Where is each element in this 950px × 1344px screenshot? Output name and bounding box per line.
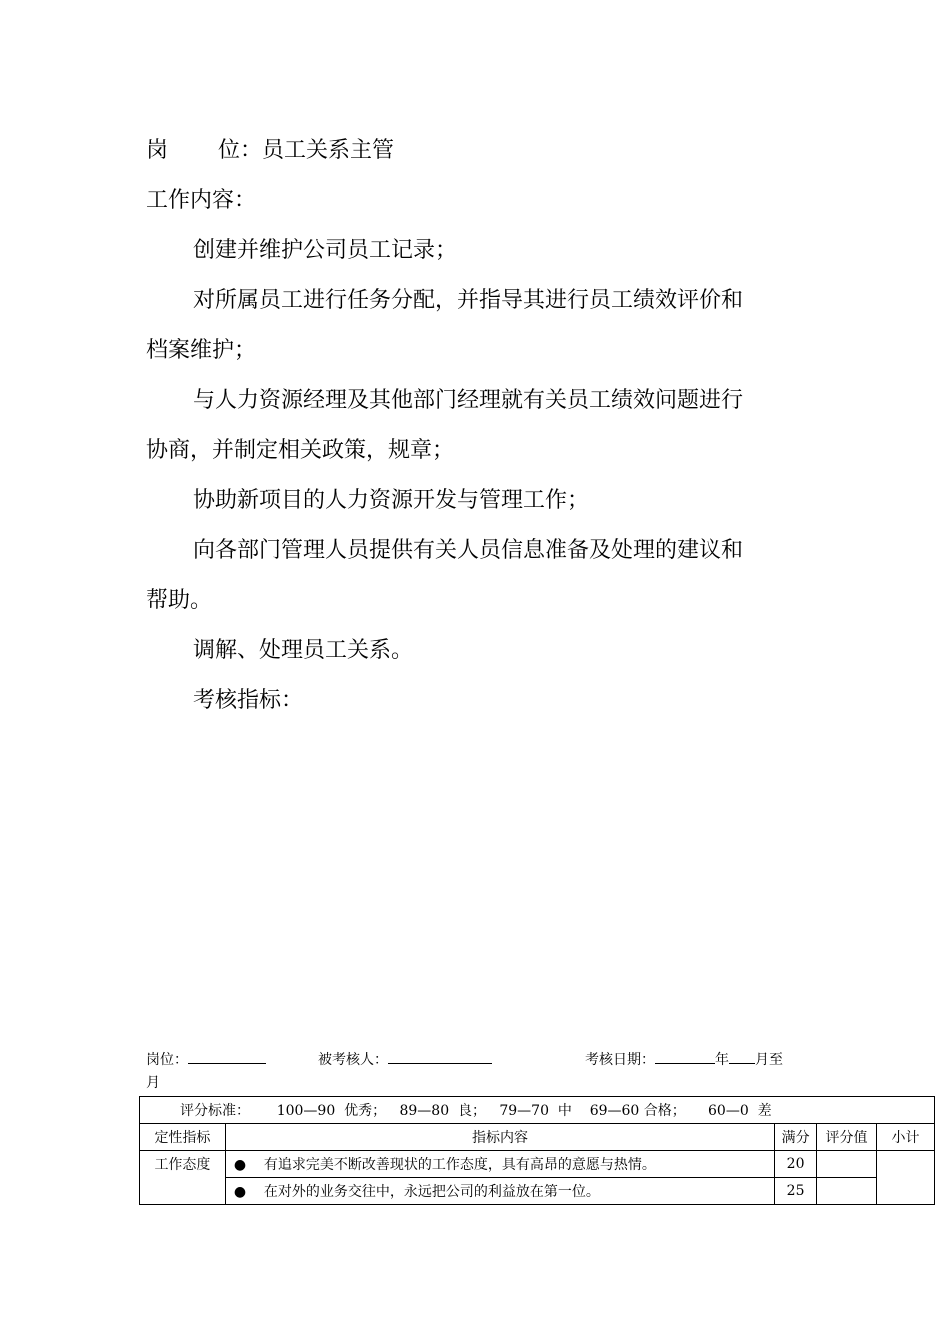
work-item-3-cont: 协商，并制定相关政策，规章；	[146, 438, 455, 463]
form-month-to: 月至	[755, 1052, 783, 1068]
form-examinee-field	[318, 1049, 492, 1070]
form-month-blank	[729, 1049, 755, 1064]
row-content-cell	[225, 1178, 774, 1205]
form-post-label: 岗位：	[146, 1052, 188, 1068]
header-full: 满分	[775, 1124, 817, 1151]
work-item-5: 向各部门管理人员提供有关人员信息准备及处理的建议和	[193, 538, 744, 563]
table-row	[140, 1151, 935, 1178]
work-item-2-cont: 档案维护；	[146, 338, 257, 363]
score-standard: 评分标准： 100—90 优秀； 89—80 良； 79—70 中 69—60 合格； 60—0 差	[140, 1097, 935, 1124]
work-item-5-cont: 帮助。	[146, 588, 213, 613]
row-content-cell	[225, 1151, 774, 1178]
header-subtotal: 小计	[877, 1124, 935, 1151]
work-item-1: 创建并维护公司员工记录；	[193, 238, 458, 263]
table-row	[140, 1178, 935, 1205]
row-score-input[interactable]	[817, 1151, 877, 1178]
form-year: 年	[715, 1052, 729, 1068]
row-score-input[interactable]	[817, 1178, 877, 1205]
category-cell: 工作态度	[140, 1151, 226, 1205]
work-content-title: 工作内容：	[146, 188, 257, 213]
post-line	[146, 136, 394, 166]
work-item-3: 与人力资源经理及其他部门经理就有关员工绩效问题进行	[193, 388, 744, 413]
bullet-icon: ●	[233, 1157, 247, 1173]
form-post-field	[146, 1049, 266, 1070]
work-item-4: 协助新项目的人力资源开发与管理工作；	[193, 488, 590, 513]
form-month: 月	[146, 1075, 160, 1091]
standard-row	[140, 1097, 935, 1124]
work-item-2: 对所属员工进行任务分配，并指导其进行员工绩效评价和	[193, 288, 744, 313]
form-date-label: 考核日期：	[585, 1052, 655, 1068]
post-label-b: 位：	[218, 138, 263, 163]
post-value: 员工关系主管	[262, 138, 395, 163]
row-full: 20	[775, 1151, 817, 1178]
work-item-6: 调解、处理员工关系。	[193, 638, 414, 663]
row-full: 25	[775, 1178, 817, 1205]
header-score: 评分值	[817, 1124, 877, 1151]
form-examinee-label: 被考核人：	[318, 1052, 388, 1068]
form-examinee-blank	[388, 1049, 492, 1064]
post-label-a: 岗	[146, 138, 169, 163]
header-row	[140, 1124, 935, 1151]
score-table	[139, 1096, 935, 1205]
kpi-title: 考核指标：	[193, 688, 304, 713]
bullet-icon: ●	[233, 1184, 247, 1200]
row-text: 在对外的业务交往中，永远把公司的利益放在第一位。	[263, 1184, 600, 1200]
form-date-field	[585, 1049, 783, 1070]
subtotal-cell[interactable]	[877, 1151, 935, 1205]
form-post-blank	[188, 1049, 266, 1064]
header-content: 指标内容	[225, 1124, 774, 1151]
header-qual: 定性指标	[140, 1124, 226, 1151]
row-text: 有追求完美不断改善现状的工作态度，具有高昂的意愿与热情。	[263, 1157, 656, 1173]
form-year-blank	[655, 1049, 715, 1064]
